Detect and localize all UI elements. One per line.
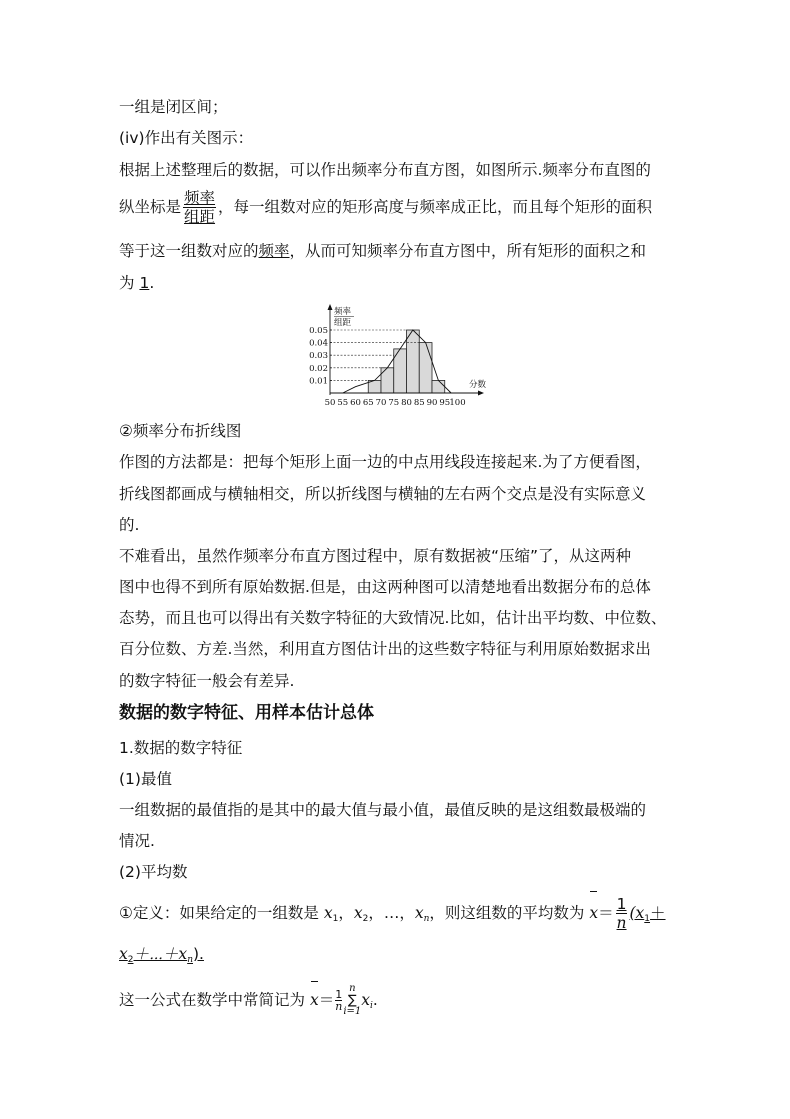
punctuation: . bbox=[372, 991, 378, 1009]
text-line bbox=[119, 452, 651, 472]
x-tick-label: 100 bbox=[449, 398, 466, 408]
text-line bbox=[119, 980, 378, 1023]
text-line bbox=[119, 546, 631, 566]
sum-upper: n bbox=[349, 983, 356, 994]
text-line bbox=[119, 577, 651, 597]
text-line bbox=[119, 639, 651, 659]
fraction-numerator: 1 bbox=[335, 988, 343, 1001]
var-x: x bbox=[323, 904, 333, 922]
histogram-bar bbox=[432, 380, 445, 393]
text: (1)最值 bbox=[119, 770, 172, 788]
fraction-numerator: 频率 bbox=[184, 189, 216, 207]
text-line bbox=[119, 97, 228, 117]
text-line bbox=[119, 421, 241, 441]
text: 为 bbox=[119, 274, 140, 292]
separator: ， bbox=[338, 904, 354, 922]
text-line bbox=[119, 484, 646, 504]
var-x: x bbox=[353, 904, 363, 922]
subscript: 1 bbox=[332, 914, 339, 924]
underlined-answer: 1 bbox=[139, 274, 150, 292]
y-axis-label-denominator: 组距 bbox=[334, 318, 352, 328]
y-axis-arrow bbox=[328, 304, 333, 310]
equals: ＝ bbox=[598, 904, 614, 922]
fraction-denominator: n bbox=[335, 1000, 343, 1013]
text: 的. bbox=[119, 516, 140, 534]
text: 1.数据的数字特征 bbox=[119, 739, 243, 757]
histogram-bar bbox=[419, 343, 432, 393]
text-line bbox=[119, 515, 139, 535]
text: 等于这一组数对应的 bbox=[119, 242, 259, 260]
mean-symbol: x bbox=[310, 980, 319, 1017]
x-axis-label: 分数 bbox=[469, 380, 487, 390]
sum-sign: ∑ bbox=[347, 993, 357, 1008]
text: (2)平均数 bbox=[119, 863, 188, 881]
x-tick-label: 70 bbox=[375, 398, 387, 408]
text: 一组是闭区间； bbox=[119, 98, 228, 116]
text: 图中也得不到所有原始数据.但是，由这两种图可以清楚地看出数据分布的总体 bbox=[119, 578, 651, 596]
mean-symbol: x bbox=[589, 890, 598, 933]
text: 情况. bbox=[119, 832, 155, 850]
fraction-denominator: n bbox=[616, 914, 627, 932]
text: 纵坐标是 bbox=[119, 198, 182, 216]
text-line bbox=[119, 769, 172, 789]
sum-lower: i=1 bbox=[343, 1006, 362, 1017]
fraction-one-over-n bbox=[335, 989, 342, 1012]
text: 一组数据的最值指的是其中的最大值与最小值，最值反映的是这组数最极端的 bbox=[119, 801, 647, 819]
fraction-denominator: 组距 bbox=[184, 208, 216, 226]
text: 百分位数、方差.当然，利用直方图估计出的这些数字特征与利用原始数据求出 bbox=[119, 640, 651, 658]
x-tick-label: 90 bbox=[426, 398, 438, 408]
subscript: i bbox=[370, 1001, 373, 1011]
text: 作图的方法都是：把每个矩形上面一边的中点用线段连接起来.为了方便看图， bbox=[119, 453, 651, 471]
separator: ， bbox=[368, 904, 384, 922]
formula-tail: (x bbox=[629, 904, 645, 922]
x-tick-label: 85 bbox=[413, 398, 425, 408]
text-line bbox=[119, 160, 651, 180]
text-line bbox=[119, 890, 666, 939]
subscript: n bbox=[187, 955, 193, 965]
text-line bbox=[119, 608, 666, 628]
x-tick-label: 95 bbox=[439, 398, 451, 408]
fraction-numerator: 1 bbox=[616, 895, 627, 913]
text: 折线图都画成与横轴相交，所以折线图与横轴的左右两个交点是没有实际意义 bbox=[119, 485, 647, 503]
separator: ， bbox=[399, 904, 415, 922]
formula-end: ). bbox=[192, 945, 204, 963]
subscript: 2 bbox=[127, 955, 134, 965]
histogram-bar bbox=[407, 330, 420, 393]
fraction-one-over-n bbox=[616, 895, 628, 932]
x-tick-label: 80 bbox=[401, 398, 412, 408]
text: (iv)作出有关图示： bbox=[119, 129, 254, 147]
frequency-histogram bbox=[296, 302, 496, 410]
text-line bbox=[119, 188, 652, 226]
y-tick-label: 0.04 bbox=[309, 338, 328, 349]
x-tick-label: 75 bbox=[388, 398, 400, 408]
text: 不难看出，虽然作频率分布直方图过程中，原有数据被“压缩”了，从这两种 bbox=[119, 547, 632, 565]
var-x: x bbox=[414, 904, 424, 922]
text: 这一公式在数学中常简记为 bbox=[119, 991, 306, 1009]
subscript: 2 bbox=[362, 914, 369, 924]
text: ②频率分布折线图 bbox=[119, 422, 242, 440]
fraction-freq-over-width bbox=[183, 189, 216, 226]
equals: ＝ bbox=[318, 991, 335, 1009]
text: ，从而可知频率分布直方图中，所有矩形的面积之和 bbox=[289, 242, 647, 260]
text: ，每一组数对应的矩形高度与频率成正比，而且每个矩形的面积 bbox=[218, 198, 653, 216]
text-line bbox=[119, 862, 187, 882]
underlined-answer: 频率 bbox=[258, 242, 290, 260]
text-line bbox=[119, 671, 294, 691]
x-axis-arrow bbox=[478, 391, 484, 396]
var-x: x bbox=[361, 991, 371, 1009]
y-tick-label: 0.05 bbox=[309, 326, 328, 336]
text-line bbox=[119, 831, 155, 851]
text-line bbox=[119, 800, 646, 820]
text: 根据上述整理后的数据，可以作出频率分布直方图，如图所示.频率分布直图的 bbox=[119, 161, 651, 179]
x-tick-label: 60 bbox=[350, 398, 361, 408]
x-tick-label: 55 bbox=[337, 398, 349, 408]
heading-text: 数据的数字特征、用样本估计总体 bbox=[119, 703, 374, 723]
y-axis-label-numerator: 频率 bbox=[334, 307, 352, 317]
text: 的数字特征一般会有差异. bbox=[119, 672, 295, 690]
text: ，则这组数的平均数为 bbox=[429, 904, 585, 922]
text-line bbox=[119, 128, 253, 148]
x-tick-label: 50 bbox=[324, 398, 336, 408]
text-line bbox=[119, 241, 646, 261]
subscript: 1 bbox=[644, 914, 651, 924]
ellipsis: … bbox=[383, 904, 400, 922]
y-tick-label: 0.01 bbox=[309, 376, 328, 387]
x-tick-label: 65 bbox=[362, 398, 374, 408]
subscript: n bbox=[423, 914, 430, 924]
text: 态势，而且也可以得出有关数字特征的大致情况.比如，估计出平均数、中位数、 bbox=[119, 609, 667, 627]
summation bbox=[343, 984, 361, 1017]
text-line bbox=[119, 273, 154, 293]
text: . bbox=[149, 274, 155, 292]
y-tick-label: 0.03 bbox=[309, 351, 328, 362]
y-tick-label: 0.02 bbox=[309, 363, 328, 374]
section-heading bbox=[119, 703, 374, 723]
text-line bbox=[119, 738, 242, 758]
text-line bbox=[119, 944, 204, 970]
formula: ＋⋯＋x bbox=[133, 945, 188, 963]
text: ①定义：如果给定的一组数是 bbox=[119, 904, 324, 922]
plus: ＋ bbox=[650, 904, 666, 922]
var-x: x bbox=[119, 945, 128, 963]
